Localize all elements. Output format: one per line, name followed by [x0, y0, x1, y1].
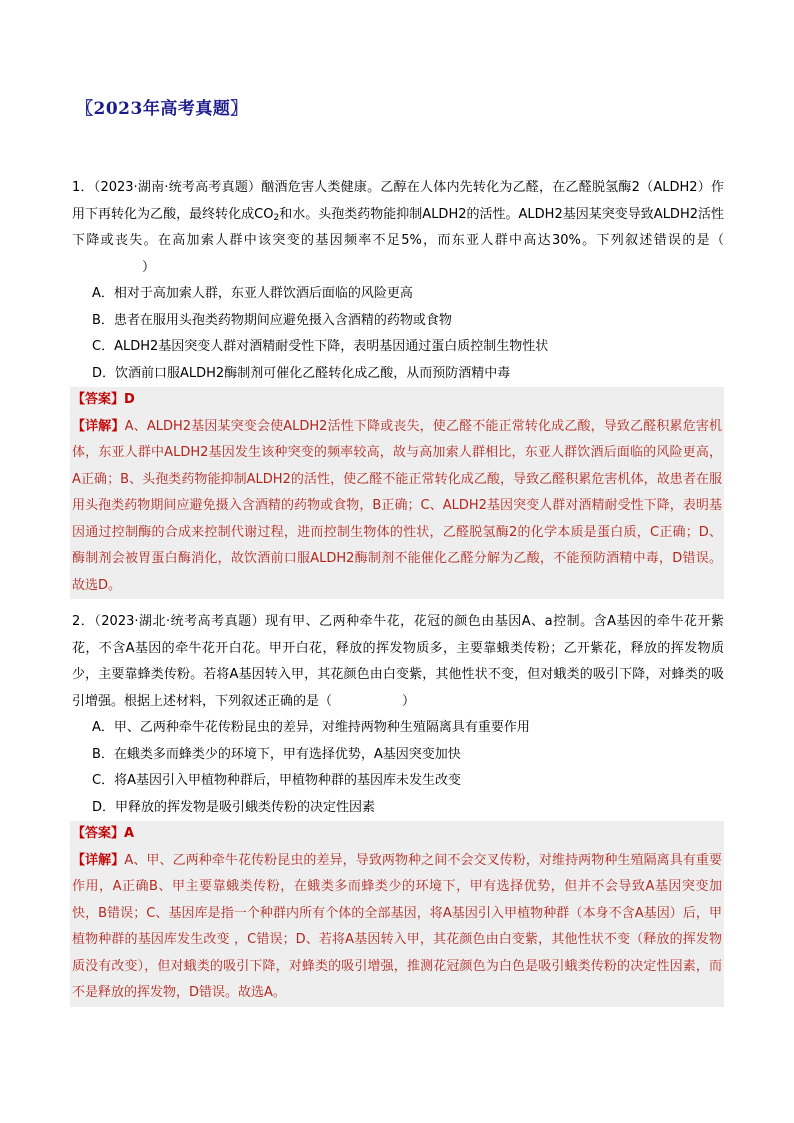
detail-text: A、甲、乙两种牵牛花传粉昆虫的差异，导致两物种之间不会交叉传粉，对维持两物种生殖隔离具有重要作用，A正确B、甲主要靠蛾类传粉，在蛾类多而蜂类少的环境下，甲有选择优势，但并不会导致A基因突变加快，B错误；C、基因库是指一个种群内所有个体的全部基因，将A基因引入甲植物种群（本身不含A基因）后，甲植物种群的基因库发生改变 ，C错误；D、若将A基因转入甲，其花颜色由白变紫，其他性状不变（释放的挥发物质没有改变），但对蛾类的吸引下降，对蜂类的吸引增强，推测花冠颜色为白色是吸引蛾类传粉的决定性因素，而不是释放的挥发物，D错误。故选A。: [72, 852, 722, 1000]
paren-close: ）: [402, 693, 416, 709]
answer-line: [72, 387, 722, 414]
detail-tag: 【详解】: [72, 852, 125, 868]
analysis-block: [70, 821, 724, 1007]
detail-text: A、ALDH2基因某突变会使ALDH2活性下降或丧失，使乙醛不能正常转化成乙酸，导致乙醛积累危害机体，东亚人群中ALDH2基因发生该种突变的频率较高，故与高加索人群相比，东亚人群饮酒后面临的风险更高，A正确；B、头孢类药物能抑制ALDH2的活性，使乙醛不能正常转化成乙酸，导致乙醛积累危害机体，故患者在服用头孢类药物期间应避免摄入含酒精的药物或食物，B正确；C、ALDH2基因突变人群对酒精耐受性下降，表明基因通过控制酶的合成来控制代谢过程，进而控制生物体的性状，乙醛脱氢酶2的化学本质是蛋白质，C正确；D、酶制剂会被胃蛋白酶消化，故饮酒前口服ALDH2酶制剂不能催化乙醛分解为乙酸，不能预防酒精中毒，D错误。故选D。: [72, 418, 722, 593]
option-c: C．ALDH2基因突变人群对酒精耐受性下降，表明基因通过蛋白质控制生物性状: [92, 339, 549, 354]
option-a: A．甲、乙两种牵牛花传粉昆虫的差异，对维持两物种生殖隔离具有重要作用: [92, 720, 530, 735]
detail-paragraph: [72, 414, 722, 600]
option-list: [72, 715, 724, 821]
question-stem-text: 2．（2023·湖北·统考高考真题）现有甲、乙两种牵牛花，花冠的颜色由基因A、a控制。含A基因的牵牛花开紫花，不含A基因的牵牛花开白花。甲开白花，释放的挥发物质多，主要靠蛾类传粉；乙开紫花，释放的挥发物质少，主要靠蜂类传粉。若将A基因转入甲，其花颜色由白变紫，其他性状不变，但对蛾类的吸引下降，对蜂类的吸引增强。根据上述材料，下列叙述正确的是（: [72, 614, 724, 709]
paren-close: ）: [142, 259, 156, 275]
question-2: [72, 609, 724, 1007]
question-stem-text: 1．（2023·湖南·统考高考真题）酗酒危害人类健康。乙醇在人体内先转化为乙醛，在乙醛脱氢酶2（ALDH2）作用下再转化为乙酸，最终转化成CO: [72, 180, 724, 222]
section-title: 〖2023年高考真题〗: [76, 99, 248, 119]
option-b: B．患者在服用头孢类药物期间应避免摄入含酒精的药物或食物: [92, 312, 452, 328]
detail-paragraph: [72, 848, 722, 1007]
answer-tag: 【答案】: [72, 826, 125, 841]
question-stem: [72, 175, 724, 281]
question-stem: [72, 609, 724, 715]
answer-value: A: [124, 826, 135, 841]
detail-tag: 【详解】: [72, 418, 125, 434]
option-c: C．将A基因引入甲植物种群后，甲植物种群的基因库未发生改变: [92, 773, 461, 788]
answer-line: [72, 821, 722, 848]
subscript: 2: [273, 212, 280, 223]
option-b: B．在蛾类多而蜂类少的环境下，甲有选择优势，A基因突变加快: [92, 746, 461, 762]
analysis-block: [70, 387, 724, 599]
answer-tag: 【答案】: [72, 392, 125, 407]
option-a: A．相对于高加索人群，东亚人群饮酒后面临的风险更高: [92, 286, 413, 301]
question-1: [72, 175, 724, 599]
answer-value: D: [124, 392, 135, 407]
option-d: D．饮酒前口服ALDH2酶制剂可催化乙醛转化成乙酸，从而预防酒精中毒: [92, 365, 511, 381]
option-list: [72, 281, 724, 387]
question-stem-text: 和水。头孢类药物能抑制ALDH2的活性。ALDH2基因某突变导致ALDH2活性下降或丧失。在高加索人群中该突变的基因频率不足5%，而东亚人群中高达30%。下列叙述错误的是（: [72, 206, 725, 248]
option-d: D．甲释放的挥发物是吸引蛾类传粉的决定性因素: [92, 799, 376, 815]
